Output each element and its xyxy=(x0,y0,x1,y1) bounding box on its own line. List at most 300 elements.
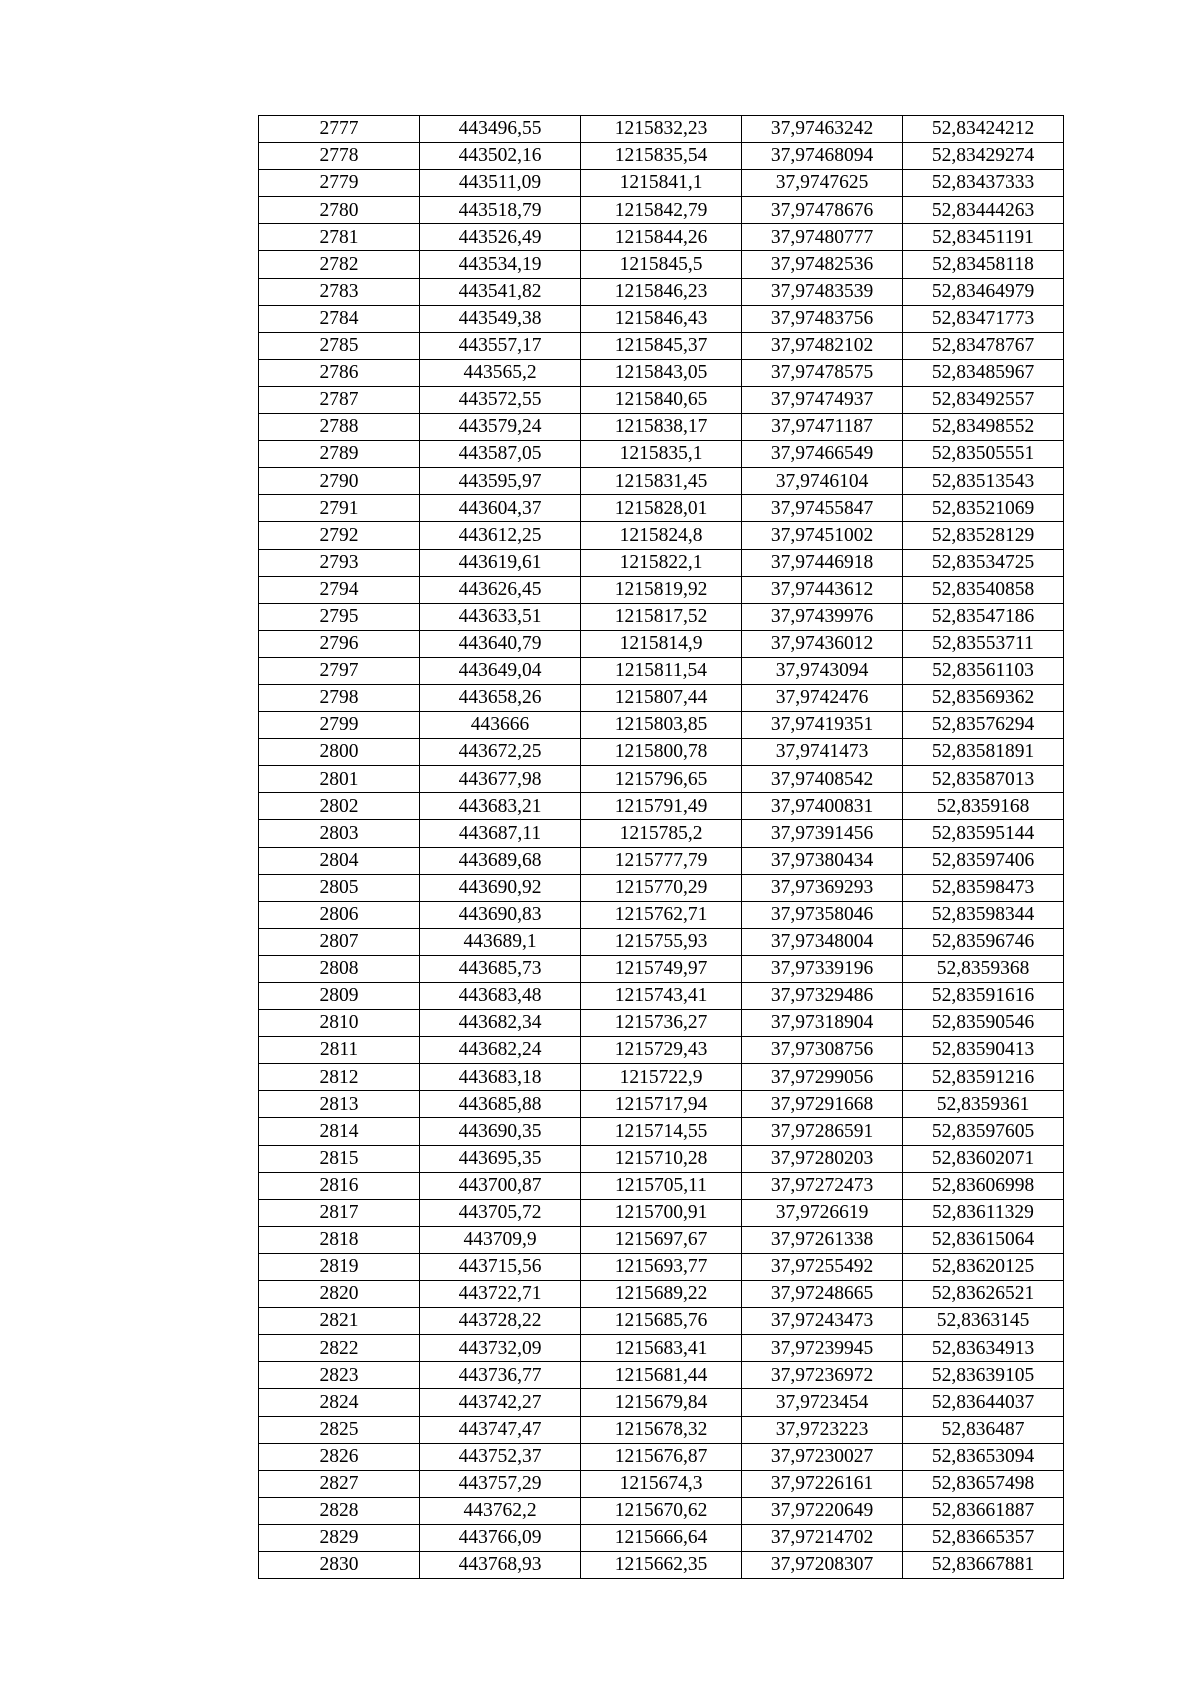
x-coordinate-cell: 443557,17 xyxy=(420,332,581,359)
point-number-cell: 2787 xyxy=(259,386,420,413)
table-row xyxy=(259,793,1064,820)
y-coordinate-cell: 1215822,1 xyxy=(581,549,742,576)
latitude-cell: 52,83540858 xyxy=(903,576,1064,603)
y-coordinate-cell: 1215846,43 xyxy=(581,305,742,332)
point-number-cell: 2823 xyxy=(259,1362,420,1389)
table-row xyxy=(259,766,1064,793)
table-row xyxy=(259,251,1064,278)
longitude-cell: 37,97358046 xyxy=(742,901,903,928)
longitude-cell: 37,97380434 xyxy=(742,847,903,874)
x-coordinate-cell: 443689,68 xyxy=(420,847,581,874)
longitude-cell: 37,9742476 xyxy=(742,684,903,711)
x-coordinate-cell: 443595,97 xyxy=(420,468,581,495)
x-coordinate-cell: 443682,24 xyxy=(420,1037,581,1064)
y-coordinate-cell: 1215814,9 xyxy=(581,630,742,657)
longitude-cell: 37,97243473 xyxy=(742,1308,903,1335)
x-coordinate-cell: 443728,22 xyxy=(420,1308,581,1335)
y-coordinate-cell: 1215843,05 xyxy=(581,359,742,386)
x-coordinate-cell: 443722,71 xyxy=(420,1281,581,1308)
latitude-cell: 52,83561103 xyxy=(903,657,1064,684)
x-coordinate-cell: 443518,79 xyxy=(420,197,581,224)
table-row xyxy=(259,820,1064,847)
x-coordinate-cell: 443762,2 xyxy=(420,1497,581,1524)
latitude-cell: 52,83611329 xyxy=(903,1199,1064,1226)
point-number-cell: 2806 xyxy=(259,901,420,928)
longitude-cell: 37,97468094 xyxy=(742,143,903,170)
x-coordinate-cell: 443534,19 xyxy=(420,251,581,278)
point-number-cell: 2795 xyxy=(259,603,420,630)
x-coordinate-cell: 443626,45 xyxy=(420,576,581,603)
y-coordinate-cell: 1215791,49 xyxy=(581,793,742,820)
y-coordinate-cell: 1215681,44 xyxy=(581,1362,742,1389)
latitude-cell: 52,83587013 xyxy=(903,766,1064,793)
y-coordinate-cell: 1215841,1 xyxy=(581,170,742,197)
y-coordinate-cell: 1215811,54 xyxy=(581,657,742,684)
table-row xyxy=(259,386,1064,413)
latitude-cell: 52,83569362 xyxy=(903,684,1064,711)
coordinates-table xyxy=(258,115,1064,1579)
table-body xyxy=(259,116,1064,1579)
y-coordinate-cell: 1215785,2 xyxy=(581,820,742,847)
x-coordinate-cell: 443768,93 xyxy=(420,1551,581,1578)
point-number-cell: 2802 xyxy=(259,793,420,820)
y-coordinate-cell: 1215710,28 xyxy=(581,1145,742,1172)
point-number-cell: 2798 xyxy=(259,684,420,711)
latitude-cell: 52,83444263 xyxy=(903,197,1064,224)
latitude-cell: 52,83581891 xyxy=(903,739,1064,766)
longitude-cell: 37,97463242 xyxy=(742,116,903,143)
latitude-cell: 52,83498552 xyxy=(903,414,1064,441)
x-coordinate-cell: 443685,73 xyxy=(420,955,581,982)
longitude-cell: 37,97439976 xyxy=(742,603,903,630)
x-coordinate-cell: 443612,25 xyxy=(420,522,581,549)
longitude-cell: 37,97214702 xyxy=(742,1524,903,1551)
x-coordinate-cell: 443705,72 xyxy=(420,1199,581,1226)
longitude-cell: 37,97478676 xyxy=(742,197,903,224)
latitude-cell: 52,83606998 xyxy=(903,1172,1064,1199)
latitude-cell: 52,83626521 xyxy=(903,1281,1064,1308)
table-row xyxy=(259,116,1064,143)
table-row xyxy=(259,1470,1064,1497)
table-row xyxy=(259,495,1064,522)
longitude-cell: 37,97455847 xyxy=(742,495,903,522)
x-coordinate-cell: 443766,09 xyxy=(420,1524,581,1551)
latitude-cell: 52,8359361 xyxy=(903,1091,1064,1118)
x-coordinate-cell: 443709,9 xyxy=(420,1226,581,1253)
longitude-cell: 37,97226161 xyxy=(742,1470,903,1497)
table-row xyxy=(259,955,1064,982)
latitude-cell: 52,83595144 xyxy=(903,820,1064,847)
point-number-cell: 2797 xyxy=(259,657,420,684)
point-number-cell: 2818 xyxy=(259,1226,420,1253)
table-row xyxy=(259,197,1064,224)
point-number-cell: 2781 xyxy=(259,224,420,251)
y-coordinate-cell: 1215678,32 xyxy=(581,1416,742,1443)
longitude-cell: 37,9746104 xyxy=(742,468,903,495)
y-coordinate-cell: 1215722,9 xyxy=(581,1064,742,1091)
y-coordinate-cell: 1215683,41 xyxy=(581,1335,742,1362)
table-row xyxy=(259,1551,1064,1578)
y-coordinate-cell: 1215807,44 xyxy=(581,684,742,711)
x-coordinate-cell: 443587,05 xyxy=(420,441,581,468)
latitude-cell: 52,83644037 xyxy=(903,1389,1064,1416)
point-number-cell: 2804 xyxy=(259,847,420,874)
longitude-cell: 37,97272473 xyxy=(742,1172,903,1199)
longitude-cell: 37,97255492 xyxy=(742,1253,903,1280)
y-coordinate-cell: 1215674,3 xyxy=(581,1470,742,1497)
longitude-cell: 37,97339196 xyxy=(742,955,903,982)
longitude-cell: 37,97261338 xyxy=(742,1226,903,1253)
longitude-cell: 37,97208307 xyxy=(742,1551,903,1578)
y-coordinate-cell: 1215685,76 xyxy=(581,1308,742,1335)
longitude-cell: 37,9743094 xyxy=(742,657,903,684)
y-coordinate-cell: 1215736,27 xyxy=(581,1010,742,1037)
latitude-cell: 52,83653094 xyxy=(903,1443,1064,1470)
table-row xyxy=(259,1281,1064,1308)
latitude-cell: 52,83576294 xyxy=(903,712,1064,739)
point-number-cell: 2817 xyxy=(259,1199,420,1226)
y-coordinate-cell: 1215749,97 xyxy=(581,955,742,982)
latitude-cell: 52,83634913 xyxy=(903,1335,1064,1362)
latitude-cell: 52,83596746 xyxy=(903,928,1064,955)
table-row xyxy=(259,1443,1064,1470)
point-number-cell: 2800 xyxy=(259,739,420,766)
y-coordinate-cell: 1215796,65 xyxy=(581,766,742,793)
table-row xyxy=(259,224,1064,251)
x-coordinate-cell: 443565,2 xyxy=(420,359,581,386)
y-coordinate-cell: 1215770,29 xyxy=(581,874,742,901)
longitude-cell: 37,97239945 xyxy=(742,1335,903,1362)
x-coordinate-cell: 443672,25 xyxy=(420,739,581,766)
x-coordinate-cell: 443682,34 xyxy=(420,1010,581,1037)
x-coordinate-cell: 443736,77 xyxy=(420,1362,581,1389)
longitude-cell: 37,97248665 xyxy=(742,1281,903,1308)
point-number-cell: 2828 xyxy=(259,1497,420,1524)
y-coordinate-cell: 1215679,84 xyxy=(581,1389,742,1416)
table-row xyxy=(259,576,1064,603)
x-coordinate-cell: 443572,55 xyxy=(420,386,581,413)
table-row xyxy=(259,1145,1064,1172)
table-row xyxy=(259,1091,1064,1118)
longitude-cell: 37,9723223 xyxy=(742,1416,903,1443)
table-row xyxy=(259,170,1064,197)
point-number-cell: 2788 xyxy=(259,414,420,441)
longitude-cell: 37,97280203 xyxy=(742,1145,903,1172)
point-number-cell: 2784 xyxy=(259,305,420,332)
latitude-cell: 52,83667881 xyxy=(903,1551,1064,1578)
longitude-cell: 37,97483756 xyxy=(742,305,903,332)
x-coordinate-cell: 443640,79 xyxy=(420,630,581,657)
latitude-cell: 52,83553711 xyxy=(903,630,1064,657)
latitude-cell: 52,83597406 xyxy=(903,847,1064,874)
point-number-cell: 2812 xyxy=(259,1064,420,1091)
x-coordinate-cell: 443690,83 xyxy=(420,901,581,928)
point-number-cell: 2814 xyxy=(259,1118,420,1145)
y-coordinate-cell: 1215700,91 xyxy=(581,1199,742,1226)
longitude-cell: 37,9747625 xyxy=(742,170,903,197)
y-coordinate-cell: 1215676,87 xyxy=(581,1443,742,1470)
table-row xyxy=(259,1199,1064,1226)
y-coordinate-cell: 1215838,17 xyxy=(581,414,742,441)
point-number-cell: 2791 xyxy=(259,495,420,522)
x-coordinate-cell: 443687,11 xyxy=(420,820,581,847)
x-coordinate-cell: 443677,98 xyxy=(420,766,581,793)
latitude-cell: 52,83597605 xyxy=(903,1118,1064,1145)
point-number-cell: 2783 xyxy=(259,278,420,305)
table-row xyxy=(259,1010,1064,1037)
x-coordinate-cell: 443683,18 xyxy=(420,1064,581,1091)
point-number-cell: 2789 xyxy=(259,441,420,468)
latitude-cell: 52,83534725 xyxy=(903,549,1064,576)
table-row xyxy=(259,874,1064,901)
longitude-cell: 37,97480777 xyxy=(742,224,903,251)
point-number-cell: 2801 xyxy=(259,766,420,793)
latitude-cell: 52,83598473 xyxy=(903,874,1064,901)
longitude-cell: 37,97443612 xyxy=(742,576,903,603)
table-row xyxy=(259,305,1064,332)
longitude-cell: 37,97308756 xyxy=(742,1037,903,1064)
point-number-cell: 2825 xyxy=(259,1416,420,1443)
x-coordinate-cell: 443502,16 xyxy=(420,143,581,170)
table-row xyxy=(259,414,1064,441)
y-coordinate-cell: 1215840,65 xyxy=(581,386,742,413)
point-number-cell: 2777 xyxy=(259,116,420,143)
latitude-cell: 52,83424212 xyxy=(903,116,1064,143)
longitude-cell: 37,97483539 xyxy=(742,278,903,305)
longitude-cell: 37,9723454 xyxy=(742,1389,903,1416)
point-number-cell: 2811 xyxy=(259,1037,420,1064)
latitude-cell: 52,83591616 xyxy=(903,983,1064,1010)
latitude-cell: 52,83591216 xyxy=(903,1064,1064,1091)
point-number-cell: 2790 xyxy=(259,468,420,495)
longitude-cell: 37,97436012 xyxy=(742,630,903,657)
x-coordinate-cell: 443690,92 xyxy=(420,874,581,901)
x-coordinate-cell: 443685,88 xyxy=(420,1091,581,1118)
x-coordinate-cell: 443683,21 xyxy=(420,793,581,820)
point-number-cell: 2824 xyxy=(259,1389,420,1416)
point-number-cell: 2803 xyxy=(259,820,420,847)
latitude-cell: 52,83657498 xyxy=(903,1470,1064,1497)
x-coordinate-cell: 443649,04 xyxy=(420,657,581,684)
longitude-cell: 37,97482102 xyxy=(742,332,903,359)
table-row xyxy=(259,684,1064,711)
latitude-cell: 52,83521069 xyxy=(903,495,1064,522)
longitude-cell: 37,97299056 xyxy=(742,1064,903,1091)
table-row xyxy=(259,359,1064,386)
y-coordinate-cell: 1215714,55 xyxy=(581,1118,742,1145)
point-number-cell: 2778 xyxy=(259,143,420,170)
x-coordinate-cell: 443549,38 xyxy=(420,305,581,332)
longitude-cell: 37,97451002 xyxy=(742,522,903,549)
y-coordinate-cell: 1215777,79 xyxy=(581,847,742,874)
point-number-cell: 2813 xyxy=(259,1091,420,1118)
y-coordinate-cell: 1215755,93 xyxy=(581,928,742,955)
point-number-cell: 2807 xyxy=(259,928,420,955)
latitude-cell: 52,8359368 xyxy=(903,955,1064,982)
latitude-cell: 52,8363145 xyxy=(903,1308,1064,1335)
y-coordinate-cell: 1215800,78 xyxy=(581,739,742,766)
latitude-cell: 52,83505551 xyxy=(903,441,1064,468)
latitude-cell: 52,83451191 xyxy=(903,224,1064,251)
y-coordinate-cell: 1215831,45 xyxy=(581,468,742,495)
x-coordinate-cell: 443689,1 xyxy=(420,928,581,955)
table-row xyxy=(259,1497,1064,1524)
table-row xyxy=(259,468,1064,495)
latitude-cell: 52,83513543 xyxy=(903,468,1064,495)
table-row xyxy=(259,847,1064,874)
x-coordinate-cell: 443666 xyxy=(420,712,581,739)
latitude-cell: 52,83437333 xyxy=(903,170,1064,197)
longitude-cell: 37,97419351 xyxy=(742,712,903,739)
y-coordinate-cell: 1215845,5 xyxy=(581,251,742,278)
latitude-cell: 52,83478767 xyxy=(903,332,1064,359)
point-number-cell: 2809 xyxy=(259,983,420,1010)
table-row xyxy=(259,1037,1064,1064)
longitude-cell: 37,97369293 xyxy=(742,874,903,901)
longitude-cell: 37,97318904 xyxy=(742,1010,903,1037)
point-number-cell: 2796 xyxy=(259,630,420,657)
point-number-cell: 2827 xyxy=(259,1470,420,1497)
x-coordinate-cell: 443633,51 xyxy=(420,603,581,630)
x-coordinate-cell: 443752,37 xyxy=(420,1443,581,1470)
longitude-cell: 37,97348004 xyxy=(742,928,903,955)
point-number-cell: 2805 xyxy=(259,874,420,901)
point-number-cell: 2779 xyxy=(259,170,420,197)
table-row xyxy=(259,1389,1064,1416)
longitude-cell: 37,97408542 xyxy=(742,766,903,793)
longitude-cell: 37,9741473 xyxy=(742,739,903,766)
point-number-cell: 2808 xyxy=(259,955,420,982)
latitude-cell: 52,83590413 xyxy=(903,1037,1064,1064)
y-coordinate-cell: 1215717,94 xyxy=(581,1091,742,1118)
y-coordinate-cell: 1215842,79 xyxy=(581,197,742,224)
table-row xyxy=(259,630,1064,657)
table-row xyxy=(259,1308,1064,1335)
latitude-cell: 52,83661887 xyxy=(903,1497,1064,1524)
y-coordinate-cell: 1215705,11 xyxy=(581,1172,742,1199)
point-number-cell: 2786 xyxy=(259,359,420,386)
latitude-cell: 52,83485967 xyxy=(903,359,1064,386)
y-coordinate-cell: 1215832,23 xyxy=(581,116,742,143)
y-coordinate-cell: 1215824,8 xyxy=(581,522,742,549)
longitude-cell: 37,97471187 xyxy=(742,414,903,441)
longitude-cell: 37,97474937 xyxy=(742,386,903,413)
point-number-cell: 2792 xyxy=(259,522,420,549)
point-number-cell: 2815 xyxy=(259,1145,420,1172)
table-row xyxy=(259,657,1064,684)
y-coordinate-cell: 1215846,23 xyxy=(581,278,742,305)
latitude-cell: 52,83492557 xyxy=(903,386,1064,413)
longitude-cell: 37,97466549 xyxy=(742,441,903,468)
latitude-cell: 52,83528129 xyxy=(903,522,1064,549)
x-coordinate-cell: 443496,55 xyxy=(420,116,581,143)
y-coordinate-cell: 1215828,01 xyxy=(581,495,742,522)
latitude-cell: 52,83665357 xyxy=(903,1524,1064,1551)
table-row xyxy=(259,522,1064,549)
table-row xyxy=(259,278,1064,305)
table-row xyxy=(259,1118,1064,1145)
table-row xyxy=(259,1064,1064,1091)
table-row xyxy=(259,1416,1064,1443)
latitude-cell: 52,83620125 xyxy=(903,1253,1064,1280)
y-coordinate-cell: 1215817,52 xyxy=(581,603,742,630)
longitude-cell: 37,97291668 xyxy=(742,1091,903,1118)
x-coordinate-cell: 443579,24 xyxy=(420,414,581,441)
x-coordinate-cell: 443658,26 xyxy=(420,684,581,711)
point-number-cell: 2785 xyxy=(259,332,420,359)
table-row xyxy=(259,1253,1064,1280)
y-coordinate-cell: 1215819,92 xyxy=(581,576,742,603)
x-coordinate-cell: 443715,56 xyxy=(420,1253,581,1280)
longitude-cell: 37,97220649 xyxy=(742,1497,903,1524)
table-row xyxy=(259,1335,1064,1362)
latitude-cell: 52,83590546 xyxy=(903,1010,1064,1037)
table-row xyxy=(259,549,1064,576)
latitude-cell: 52,8359168 xyxy=(903,793,1064,820)
table-row xyxy=(259,928,1064,955)
table-row xyxy=(259,1362,1064,1389)
longitude-cell: 37,97236972 xyxy=(742,1362,903,1389)
latitude-cell: 52,83639105 xyxy=(903,1362,1064,1389)
y-coordinate-cell: 1215844,26 xyxy=(581,224,742,251)
y-coordinate-cell: 1215662,35 xyxy=(581,1551,742,1578)
latitude-cell: 52,836487 xyxy=(903,1416,1064,1443)
longitude-cell: 37,9726619 xyxy=(742,1199,903,1226)
y-coordinate-cell: 1215729,43 xyxy=(581,1037,742,1064)
latitude-cell: 52,83471773 xyxy=(903,305,1064,332)
x-coordinate-cell: 443757,29 xyxy=(420,1470,581,1497)
table-row xyxy=(259,441,1064,468)
point-number-cell: 2810 xyxy=(259,1010,420,1037)
point-number-cell: 2799 xyxy=(259,712,420,739)
y-coordinate-cell: 1215689,22 xyxy=(581,1281,742,1308)
y-coordinate-cell: 1215762,71 xyxy=(581,901,742,928)
y-coordinate-cell: 1215743,41 xyxy=(581,983,742,1010)
latitude-cell: 52,83429274 xyxy=(903,143,1064,170)
point-number-cell: 2794 xyxy=(259,576,420,603)
table-row xyxy=(259,1172,1064,1199)
x-coordinate-cell: 443511,09 xyxy=(420,170,581,197)
x-coordinate-cell: 443683,48 xyxy=(420,983,581,1010)
table-row xyxy=(259,143,1064,170)
x-coordinate-cell: 443690,35 xyxy=(420,1118,581,1145)
point-number-cell: 2821 xyxy=(259,1308,420,1335)
table-row xyxy=(259,983,1064,1010)
table-row xyxy=(259,332,1064,359)
longitude-cell: 37,97286591 xyxy=(742,1118,903,1145)
point-number-cell: 2822 xyxy=(259,1335,420,1362)
x-coordinate-cell: 443732,09 xyxy=(420,1335,581,1362)
latitude-cell: 52,83458118 xyxy=(903,251,1064,278)
x-coordinate-cell: 443604,37 xyxy=(420,495,581,522)
y-coordinate-cell: 1215693,77 xyxy=(581,1253,742,1280)
longitude-cell: 37,97329486 xyxy=(742,983,903,1010)
table-row xyxy=(259,712,1064,739)
table-row xyxy=(259,603,1064,630)
table-row xyxy=(259,739,1064,766)
y-coordinate-cell: 1215835,1 xyxy=(581,441,742,468)
x-coordinate-cell: 443526,49 xyxy=(420,224,581,251)
x-coordinate-cell: 443619,61 xyxy=(420,549,581,576)
y-coordinate-cell: 1215697,67 xyxy=(581,1226,742,1253)
y-coordinate-cell: 1215845,37 xyxy=(581,332,742,359)
x-coordinate-cell: 443747,47 xyxy=(420,1416,581,1443)
latitude-cell: 52,83464979 xyxy=(903,278,1064,305)
table-row xyxy=(259,1226,1064,1253)
y-coordinate-cell: 1215835,54 xyxy=(581,143,742,170)
latitude-cell: 52,83547186 xyxy=(903,603,1064,630)
point-number-cell: 2780 xyxy=(259,197,420,224)
